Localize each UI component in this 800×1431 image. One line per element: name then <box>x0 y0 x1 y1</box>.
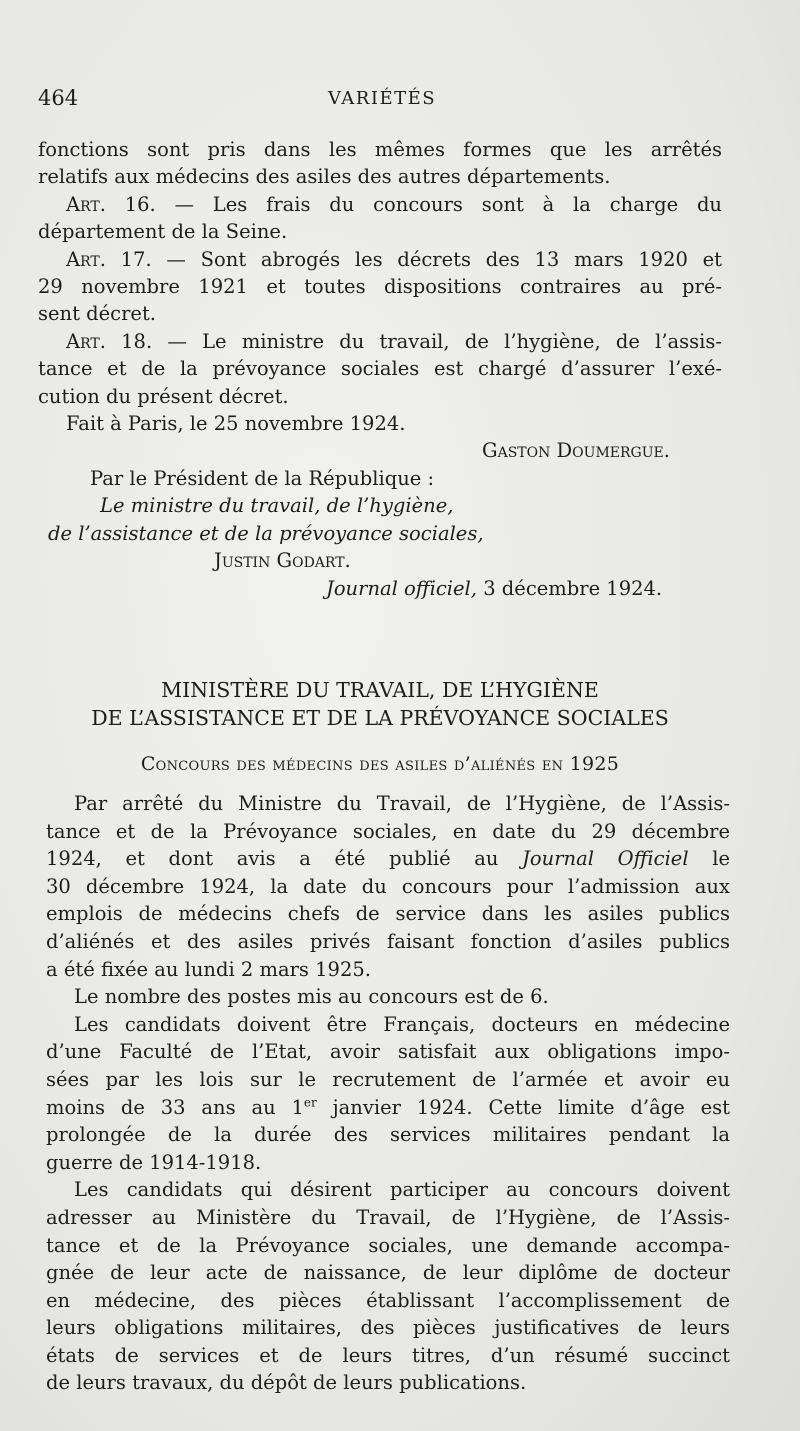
minister-name: Justin Godart. <box>214 549 351 573</box>
page-header <box>38 86 758 118</box>
text-line: tance et de la prévoyance sociales est chargé d’assurer l’exé- <box>38 357 722 381</box>
text-line: — Les frais du concours sont à la charge du <box>174 192 722 216</box>
notice-text <box>46 790 730 1397</box>
text-line: relatifs aux médecins des asiles des autres départements. <box>38 165 611 189</box>
text-line: tance et de la Prévoyance sociales, en date du 29 décembre <box>46 819 730 843</box>
text-line: d’une Faculté de l’Etat, avoir satisfait aux obligations impo- <box>46 1040 730 1064</box>
text-segment: le <box>712 847 731 871</box>
text-line: états de services et de leurs titres, d’un résumé succinct <box>46 1343 730 1367</box>
text-segment: moins de 33 ans au 1 <box>46 1095 304 1119</box>
by-president: Par le Président de la République : <box>90 466 435 490</box>
section-title-1: MINISTÈRE DU TRAVAIL, DE L’HYGIÈNE <box>161 678 599 702</box>
article-label: Art. 18. <box>66 329 153 353</box>
decree-text <box>38 136 722 602</box>
article-18 <box>38 328 722 355</box>
text-segment: 1924, et dont avis a été publié au <box>46 847 499 871</box>
text-line: guerre de 1914-1918. <box>46 1150 262 1174</box>
text-line: — Sont abrogés les décrets des 13 mars 1920 et <box>166 247 723 271</box>
text-line: cution du présent décret. <box>38 384 289 408</box>
minister-name-line <box>38 547 722 574</box>
article-17 <box>38 246 722 273</box>
source-citation <box>38 575 722 602</box>
text-line-mixed <box>46 845 730 873</box>
text-line: d’aliénés et des asiles privés faisant fonction d’asiles publics <box>46 929 730 953</box>
text-line: prolongée de la durée des services militaires pendant la <box>46 1123 730 1147</box>
text-line: de leurs travaux, du dépôt de leurs publications. <box>46 1371 527 1395</box>
journal-name: Journal officiel, <box>326 576 477 600</box>
journal-name: Journal Officiel <box>522 847 689 871</box>
done-at-line: Fait à Paris, le 25 novembre 1924. <box>66 412 406 436</box>
article-label: Art. 16. <box>66 192 156 216</box>
text-line: Par arrêté du Ministre du Travail, de l’Hygiène, de l’Assis- <box>74 792 730 815</box>
text-line: emplois de médecins chefs de service dans les asiles publics <box>46 902 730 926</box>
text-line: 29 novembre 1921 et toutes dispositions contraires au pré- <box>38 275 722 299</box>
article-label: Art. 17. <box>66 247 152 271</box>
signatory <box>38 437 722 464</box>
journal-date: 3 décembre 1924. <box>483 576 663 600</box>
section-subtitle: Concours des médecins des asiles d’aliénés en 1925 <box>140 753 620 775</box>
text-line: 30 décembre 1924, la date du concours pour l’admission aux <box>46 874 730 898</box>
text-line: en médecine, des pièces établissant l’accomplissement de <box>46 1288 730 1312</box>
text-line: département de la Seine. <box>38 220 288 244</box>
text-line: gnée de leur acte de naissance, de leur diplôme de docteur <box>46 1261 730 1285</box>
running-head: VARIÉTÉS <box>328 88 437 109</box>
text-line: sent décret. <box>38 302 156 326</box>
text-line: a été fixée au lundi 2 mars 1925. <box>46 957 371 981</box>
page-number: 464 <box>38 86 79 110</box>
text-line: Les candidats qui désirent participer au concours doivent <box>74 1178 730 1202</box>
text-line: — Le ministre du travail, de l’hygiène, de l’assis- <box>167 329 723 353</box>
section-title-2: DE L’ASSISTANCE ET DE LA PRÉVOYANCE SOCIALES <box>91 706 669 730</box>
minister-line-1: Le ministre du travail, de l’hygiène, <box>100 494 454 518</box>
signatory-name: Gaston Doumergue. <box>482 439 670 463</box>
text-line: Le nombre des postes mis au concours est de 6. <box>74 985 549 1009</box>
text-line: fonctions sont pris dans les mêmes formes que les arrêtés <box>38 138 722 161</box>
text-line: adresser au Ministère du Travail, de l’Hygiène, de l’Assis- <box>46 1205 730 1229</box>
text-line-mixed <box>46 1094 730 1122</box>
text-line: leurs obligations militaires, des pièces justificatives de leurs <box>46 1316 730 1340</box>
superscript: er <box>303 1095 317 1110</box>
text-line: sées par les lois sur le recrutement de l’armée et avoir eu <box>46 1067 730 1091</box>
text-line: Les candidats doivent être Français, docteurs en médecine <box>74 1012 730 1036</box>
article-16 <box>38 191 722 218</box>
minister-line-2: de l’assistance et de la prévoyance sociales, <box>48 521 484 545</box>
text-line: tance et de la Prévoyance sociales, une demande accompa- <box>46 1233 730 1257</box>
text-segment: janvier 1924. Cette limite d’âge est <box>332 1095 730 1119</box>
